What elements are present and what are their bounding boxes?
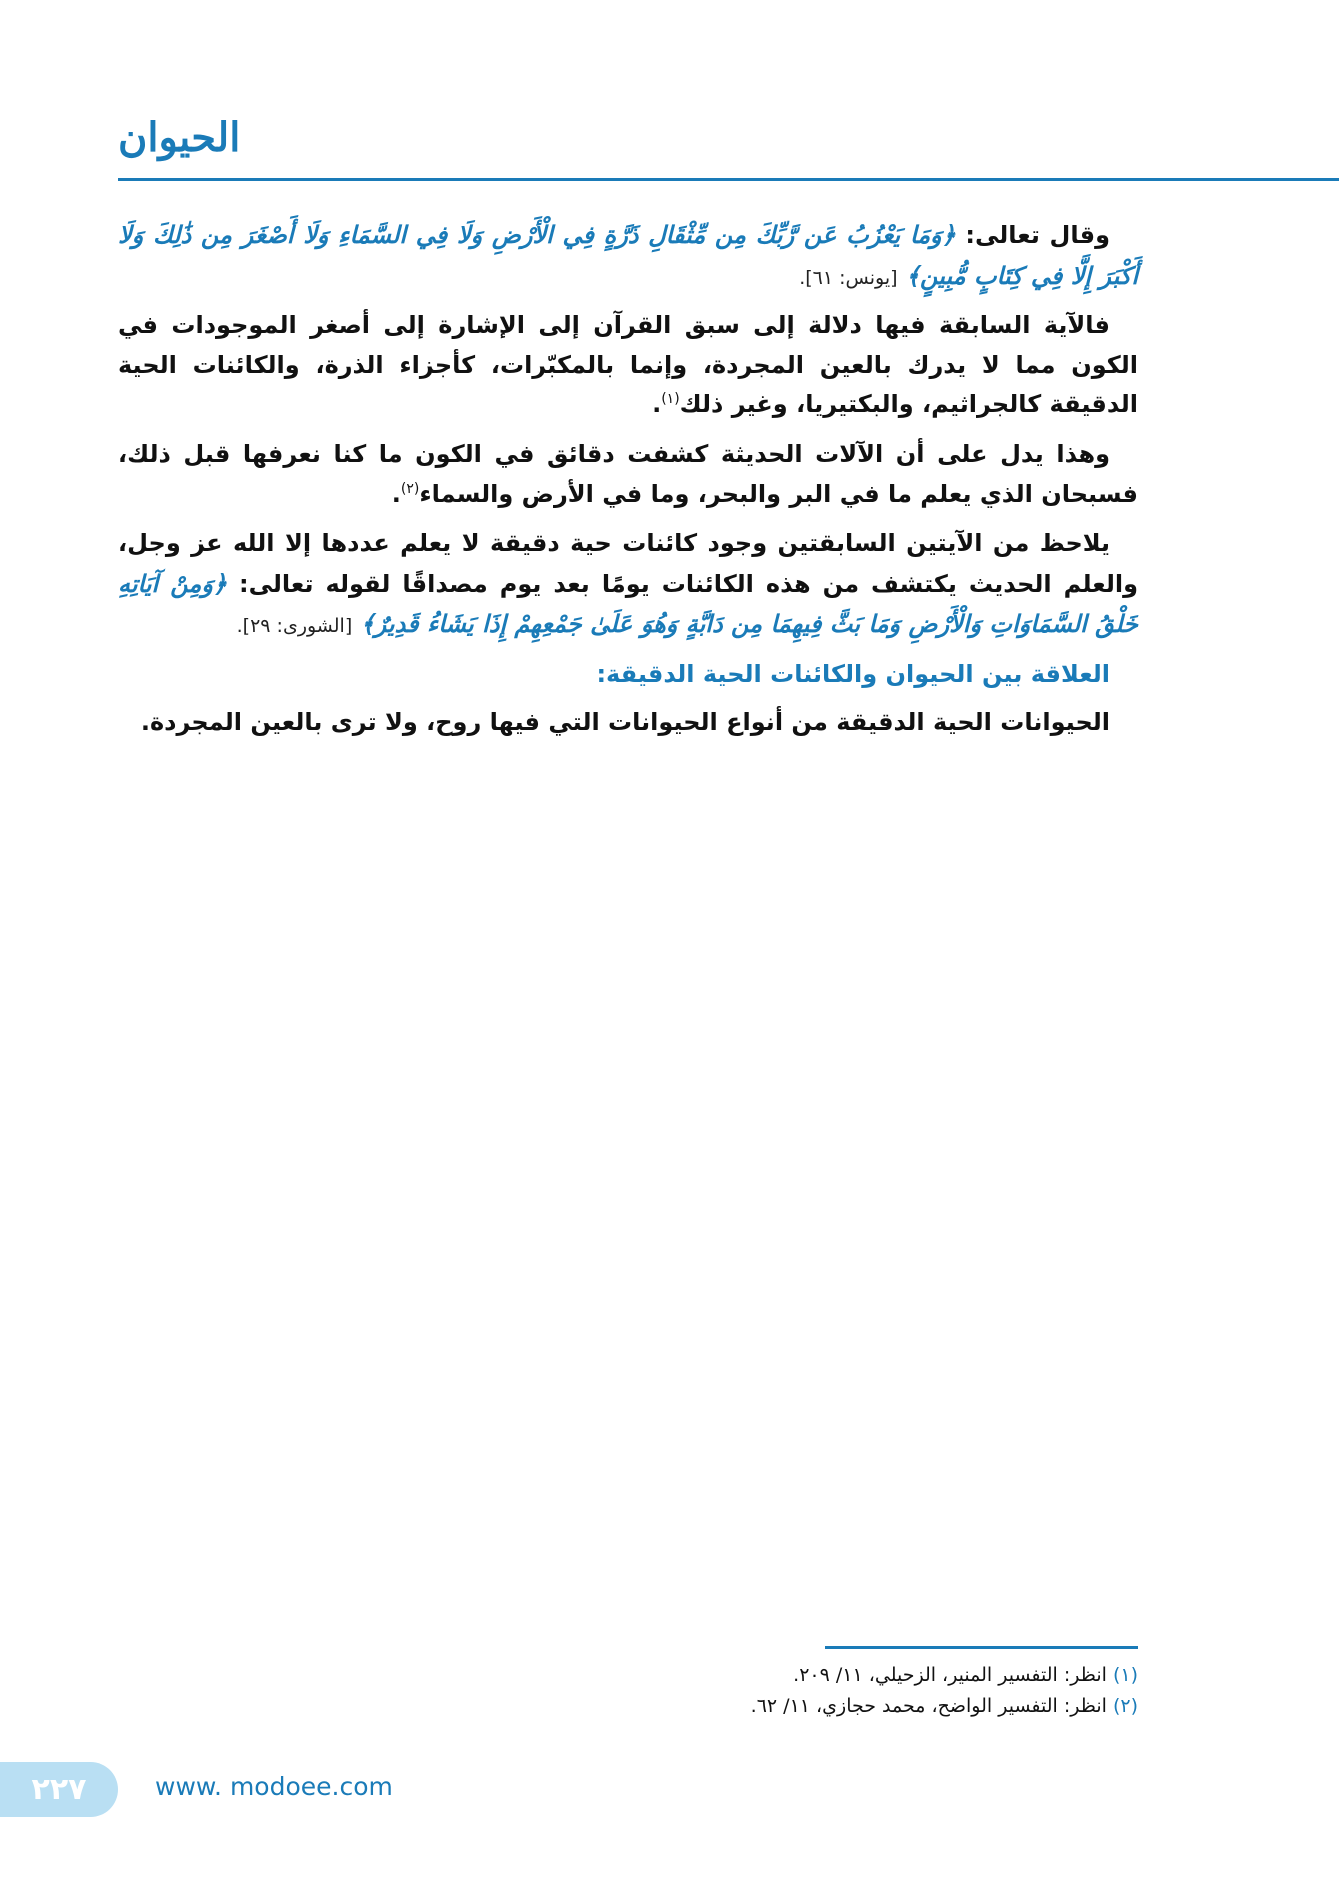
paragraph-2-end: . — [652, 390, 662, 419]
footnote-2 — [438, 1691, 1138, 1722]
footnote-ref-2[interactable]: (٢) — [400, 480, 420, 497]
paragraph-1-intro: وقال تعالى: — [955, 221, 1110, 249]
page-header-title: الحيوان — [118, 114, 241, 161]
paragraph-2-text: فالآية السابقة فيها دلالة إلى سبق القرآن إلى الإشارة إلى أصغر الموجودات في الكون مما لا يدرك بالعين المجردة، وإنما بالمكبّرات، كأجزاء الذرة، والكائنات الحية الدقيقة كالجراثيم، والبكتيريا، وغير ذلك — [118, 311, 1138, 419]
quran-verse-2: ﴿وَمِنْ آيَاتِهِ خَلْقُ السَّمَاوَاتِ وَالْأَرْضِ وَمَا بَثَّ فِيهِمَا مِن دَابَّةٍ وَهُوَ عَلَىٰ جَمْعِهِمْ إِذَا يَشَاءُ قَدِيرٌ﴾ — [118, 568, 1138, 639]
paragraph-3 — [118, 435, 1138, 514]
page-number-badge: ٢٢٧ — [0, 1762, 118, 1817]
main-content — [118, 215, 1138, 752]
footnote-2-number: (٢) — [1112, 1695, 1138, 1718]
paragraph-3-text: وهذا يدل على أن الآلات الحديثة كشفت دقائق في الكون ما كنا نعرفها قبل ذلك، فسبحان الذي يعلم ما في البر والبحر، وما في الأرض والسماء — [118, 439, 1138, 508]
footnotes — [438, 1660, 1138, 1723]
paragraph-3-end: . — [391, 479, 401, 508]
footnote-1-number: (١) — [1112, 1664, 1138, 1686]
paragraph-4 — [118, 524, 1138, 645]
paragraph-2 — [118, 306, 1138, 425]
header-divider — [118, 178, 1339, 181]
footnote-divider — [825, 1646, 1138, 1649]
quran-verse-1: ﴿وَمَا يَعْزُبُ عَن رَّبِّكَ مِن مِّثْقَالِ ذَرَّةٍ فِي الْأَرْضِ وَلَا فِي السَّمَاءِ وَلَا أَصْغَرَ مِن ذَٰلِكَ وَلَا أَكْبَرَ إِلَّا فِي كِتَابٍ مُّبِينٍ﴾ — [118, 220, 1138, 290]
verse-reference-1: [يونس: ٦١]. — [799, 266, 898, 289]
paragraph-5: الحيوانات الحية الدقيقة من أنواع الحيوانات التي فيها روح، ولا ترى بالعين المجردة. — [140, 707, 1110, 736]
footnote-2-text: انظر: التفسير الواضح، محمد حجازي، ١١/ ٦٢. — [750, 1695, 1107, 1718]
paragraph-4-text: يلاحظ من الآيتين السابقتين وجود كائنات حية دقيقة لا يعلم عددها إلا الله عز وجل، والعلم الحديث يكتشف من هذه الكائنات يومًا بعد يوم مصداقًا لقوله تعالى: — [118, 529, 1138, 598]
site-url-link[interactable]: www. modoee.com — [155, 1772, 393, 1801]
footnote-ref-1[interactable]: (١) — [661, 391, 680, 408]
paragraph-1 — [118, 215, 1138, 296]
section-subheading: العلاقة بين الحيوان والكائنات الحية الدقيقة: — [596, 659, 1110, 688]
footnote-1 — [438, 1660, 1138, 1691]
verse-reference-2: [الشورى: ٢٩]. — [236, 615, 353, 638]
footnote-1-text: انظر: التفسير المنير، الزحيلي، ١١/ ٢٠٩. — [793, 1664, 1107, 1686]
